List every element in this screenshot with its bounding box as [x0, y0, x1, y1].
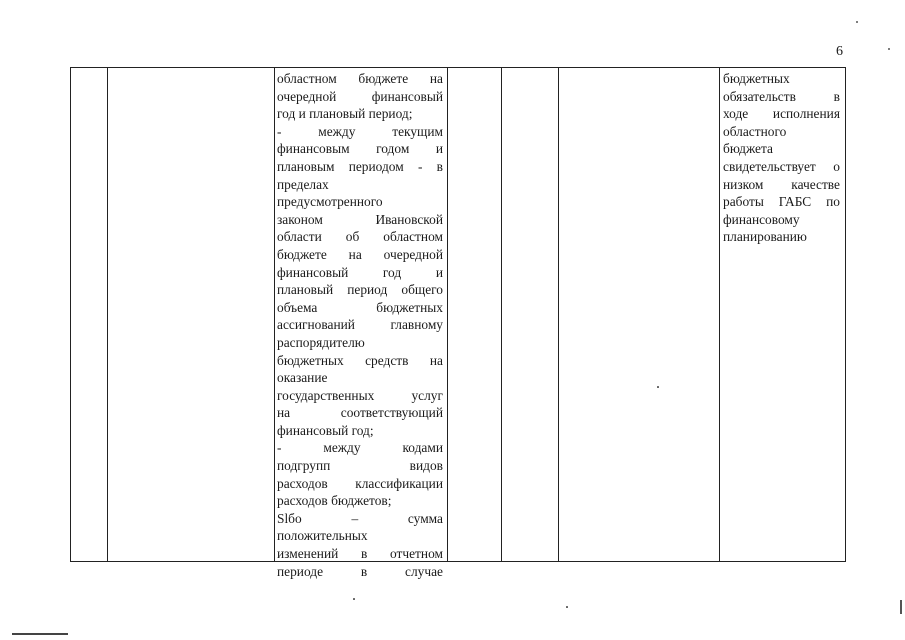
text-line: финансовый год и	[277, 264, 443, 280]
text-line: расходов классификации	[277, 475, 443, 491]
text-line: периоде в случае	[277, 563, 443, 579]
scan-edge-mark	[12, 633, 68, 635]
text-line: области об областном	[277, 229, 443, 245]
text-line: положительных	[277, 528, 368, 544]
text-line: работы ГАБС по	[723, 194, 840, 210]
column-divider	[274, 68, 275, 561]
text-line: государственных услуг	[277, 387, 443, 403]
text-line: бюджете на очередной	[277, 246, 443, 262]
text-line: подгрупп видов	[277, 458, 443, 474]
text-line: ходе исполнения	[723, 106, 840, 122]
text-line: финансовому	[723, 211, 800, 227]
text-line: бюджета	[723, 141, 773, 157]
text-line: объема бюджетных	[277, 299, 443, 315]
text-line: расходов бюджетов;	[277, 493, 392, 509]
text-line: на соответствующий	[277, 405, 443, 421]
text-line: областного	[723, 123, 787, 139]
scan-speck	[856, 21, 858, 23]
text-line: финансовым годом и	[277, 141, 443, 157]
text-line: свидетельствует о	[723, 158, 840, 174]
column-divider	[558, 68, 559, 561]
text-line: оказание	[277, 370, 328, 386]
text-line: предусмотренного	[277, 194, 383, 210]
scan-speck	[353, 598, 355, 600]
column-divider	[719, 68, 720, 561]
scan-speck	[657, 386, 659, 388]
text-line: бюджетных	[723, 71, 790, 86]
text-line: изменений в отчетном	[277, 546, 443, 562]
scan-speck	[566, 606, 568, 608]
text-line: законом Ивановской	[277, 211, 443, 227]
criteria-table	[70, 67, 846, 579]
text-line: низком качестве	[723, 176, 840, 192]
description-cell	[277, 70, 443, 580]
text-line: распорядителю	[277, 334, 365, 350]
text-line: Slбо – сумма	[277, 510, 443, 526]
conclusion-cell	[723, 70, 840, 246]
text-line: - между кодами	[277, 440, 443, 456]
text-line: обязательств в	[723, 88, 840, 104]
text-line: финансовый год;	[277, 422, 374, 438]
page-number: 6	[836, 44, 843, 59]
column-divider	[107, 68, 108, 561]
scan-speck	[888, 48, 890, 50]
column-divider	[501, 68, 502, 561]
text-line: бюджетных средств на	[277, 352, 443, 368]
text-line: плановым периодом - в	[277, 158, 443, 174]
text-line: планированию	[723, 229, 807, 245]
text-line: плановый период общего	[277, 282, 443, 298]
text-line: очередной финансовый	[277, 88, 443, 104]
text-line: ассигнований главному	[277, 317, 443, 333]
text-line: областном бюджете на	[277, 71, 443, 86]
scan-speck	[900, 600, 902, 614]
text-line: год и плановый период;	[277, 106, 413, 122]
column-divider	[447, 68, 448, 561]
text-line: - между текущим	[277, 123, 443, 139]
text-line: пределах	[277, 176, 329, 192]
